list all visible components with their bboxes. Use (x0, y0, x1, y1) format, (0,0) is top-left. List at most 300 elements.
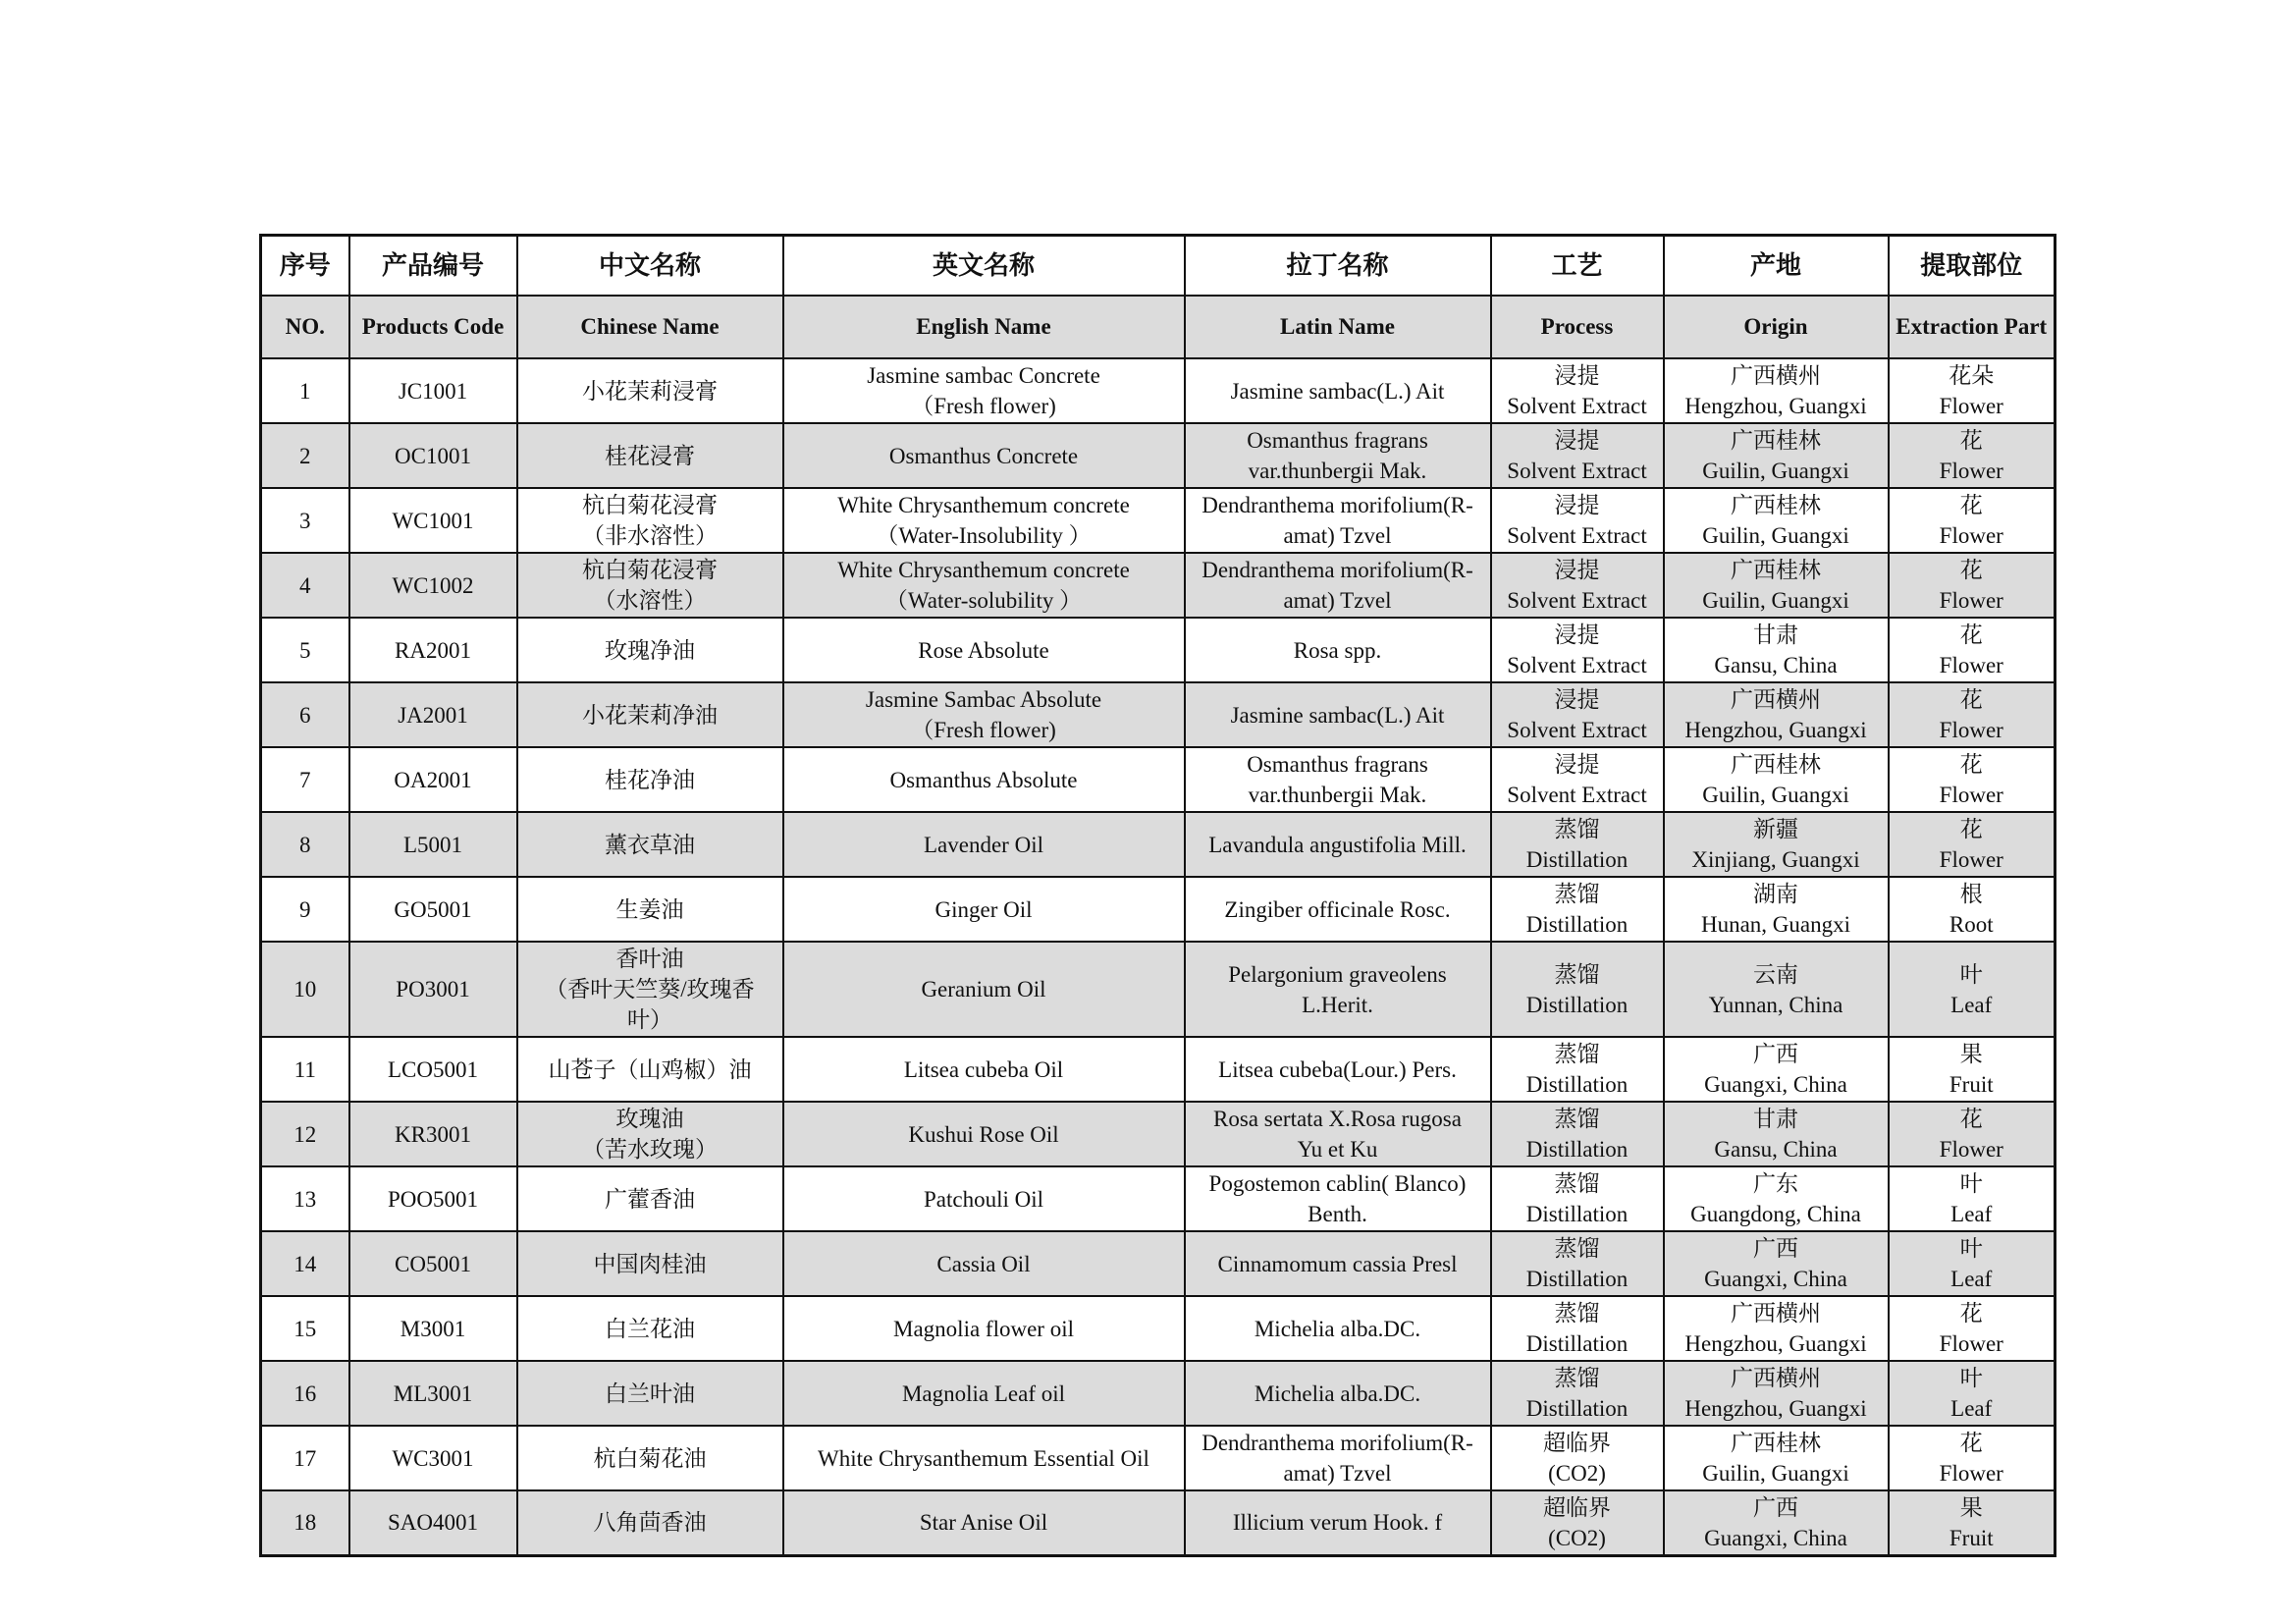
cell-products-code: RA2001 (349, 618, 517, 682)
cell-products-code: LCO5001 (349, 1037, 517, 1102)
cell-chinese-name (517, 488, 783, 553)
header-row-chinese (261, 236, 2056, 297)
cell-english-name-line: （Water-Insolubility ） (876, 523, 1092, 548)
table-row (261, 812, 2056, 877)
cell-english-name (783, 618, 1185, 682)
cell-english-name-line: （Fresh flower) (911, 394, 1056, 418)
cell-english-name (783, 877, 1185, 942)
cell-no: 5 (261, 618, 349, 682)
cell-english-name (783, 423, 1185, 488)
cell-origin-line: Guangxi, China (1704, 1267, 1847, 1291)
cell-chinese-name-line: 香叶油 (615, 947, 684, 971)
header-english-name-cn: 英文名称 (783, 236, 1185, 297)
cell-extraction-part-line: Flower (1939, 523, 2003, 548)
cell-extraction-part-line: 花 (1959, 428, 1983, 453)
cell-origin-line: Hengzhou, Guangxi (1684, 718, 1867, 742)
cell-chinese-name-line: （水溶性） (593, 588, 707, 613)
table-row (261, 1102, 2056, 1166)
cell-english-name (783, 1426, 1185, 1490)
cell-origin-line: Guangxi, China (1704, 1525, 1847, 1550)
cell-english-name-line: （Water-solubility ） (884, 588, 1083, 613)
cell-process-line: Distillation (1525, 1267, 1629, 1291)
table-body (261, 358, 2056, 1555)
cell-products-code: M3001 (349, 1296, 517, 1361)
cell-chinese-name (517, 682, 783, 747)
header-products-code: Products Code (349, 296, 517, 358)
cell-process (1491, 877, 1664, 942)
cell-english-name-line: Litsea cubeba Oil (903, 1056, 1064, 1082)
cell-process-line: 蒸馏 (1554, 1171, 1600, 1196)
cell-no: 13 (261, 1166, 349, 1231)
cell-process-line: 蒸馏 (1554, 817, 1600, 841)
cell-english-name-line: Star Anise Oil (919, 1510, 1048, 1536)
table-row (261, 877, 2056, 942)
cell-chinese-name-line: 玫瑰净油 (605, 637, 695, 663)
cell-process-line: 浸提 (1554, 428, 1600, 453)
cell-process-line: Distillation (1525, 1137, 1629, 1162)
header-no-cn: 序号 (261, 236, 349, 297)
cell-extraction-part-line: Flower (1939, 718, 2003, 742)
cell-extraction-part-line: 叶 (1959, 1171, 1983, 1196)
cell-process-line: 蒸馏 (1554, 1107, 1600, 1131)
cell-latin-name-line: var.thunbergii Mak. (1248, 783, 1427, 807)
cell-origin-line: 广西桂林 (1731, 1431, 1821, 1455)
cell-origin (1664, 1231, 1889, 1296)
cell-process-line: Distillation (1525, 912, 1629, 937)
cell-chinese-name-line: 桂花净油 (605, 767, 695, 792)
cell-chinese-name-line: （苦水玫瑰） (582, 1137, 718, 1162)
cell-chinese-name-line: 生姜油 (615, 896, 684, 922)
cell-latin-name-line: Dendranthema morifolium(R- (1201, 1431, 1473, 1455)
cell-extraction-part (1889, 1296, 2056, 1361)
cell-chinese-name (517, 812, 783, 877)
cell-process (1491, 812, 1664, 877)
cell-latin-name-line: amat) Tzvel (1283, 523, 1392, 548)
cell-chinese-name (517, 1361, 783, 1426)
cell-chinese-name-line: 广藿香油 (605, 1186, 695, 1212)
cell-chinese-name-line: 中国肉桂油 (593, 1251, 707, 1276)
cell-origin-line: 广西 (1753, 1494, 1798, 1520)
cell-english-name (783, 553, 1185, 618)
cell-products-code: OA2001 (349, 747, 517, 812)
cell-english-name-line: White Chrysanthemum concrete (837, 493, 1130, 517)
cell-extraction-part-line: Flower (1939, 394, 2003, 418)
cell-origin-line: 广西 (1753, 1236, 1798, 1261)
cell-origin (1664, 618, 1889, 682)
cell-extraction-part (1889, 747, 2056, 812)
cell-latin-name-line: amat) Tzvel (1283, 588, 1392, 613)
cell-extraction-part-line: 花 (1959, 1431, 1983, 1455)
cell-origin-line: Hengzhou, Guangxi (1684, 394, 1867, 418)
cell-products-code: GO5001 (349, 877, 517, 942)
cell-process-line: 浸提 (1554, 623, 1600, 647)
table-row (261, 553, 2056, 618)
cell-process (1491, 942, 1664, 1037)
cell-latin-name-line: Jasmine sambac(L.) Ait (1230, 378, 1445, 404)
cell-latin-name (1185, 1231, 1491, 1296)
cell-process-line: Solvent Extract (1507, 523, 1647, 548)
cell-english-name-line: Jasmine Sambac Absolute (865, 687, 1102, 712)
cell-process-line: 蒸馏 (1554, 1042, 1600, 1066)
cell-origin-line: 广西横州 (1731, 363, 1821, 388)
table-row (261, 358, 2056, 423)
cell-origin-line: Yunnan, China (1708, 992, 1843, 1017)
cell-process (1491, 1296, 1664, 1361)
cell-extraction-part-line: Leaf (1950, 1267, 1993, 1291)
cell-origin-line: Gansu, China (1714, 653, 1838, 677)
cell-latin-name-line: Osmanthus fragrans (1247, 428, 1428, 453)
cell-english-name-line: Kushui Rose Oil (908, 1121, 1059, 1147)
cell-english-name-line: Ginger Oil (934, 896, 1033, 922)
cell-process-line: 浸提 (1554, 687, 1600, 712)
cell-latin-name (1185, 877, 1491, 942)
cell-origin-line: 广西桂林 (1731, 428, 1821, 453)
cell-process-line: 蒸馏 (1554, 1236, 1600, 1261)
cell-latin-name-line: Yu et Ku (1297, 1137, 1378, 1162)
cell-latin-name-line: Litsea cubeba(Lour.) Pers. (1218, 1056, 1457, 1082)
cell-extraction-part (1889, 942, 2056, 1037)
cell-extraction-part-line: 花 (1959, 623, 1983, 647)
cell-extraction-part (1889, 1490, 2056, 1555)
cell-latin-name-line: Michelia alba.DC. (1254, 1380, 1421, 1406)
cell-products-code: SAO4001 (349, 1490, 517, 1555)
cell-english-name (783, 1102, 1185, 1166)
cell-english-name (783, 1037, 1185, 1102)
cell-process (1491, 618, 1664, 682)
header-part-cn: 提取部位 (1889, 236, 2056, 297)
cell-process-line: 超临界 (1543, 1494, 1611, 1520)
cell-no: 15 (261, 1296, 349, 1361)
cell-extraction-part-line: Flower (1939, 1461, 2003, 1486)
header-extraction-part: Extraction Part (1889, 296, 2056, 358)
cell-latin-name-line: Illicium verum Hook. f (1232, 1510, 1443, 1536)
cell-origin-line: Hengzhou, Guangxi (1684, 1331, 1867, 1356)
cell-latin-name-line: L.Herit. (1302, 992, 1373, 1017)
cell-chinese-name (517, 1426, 783, 1490)
cell-latin-name (1185, 358, 1491, 423)
cell-process-line: Solvent Extract (1507, 718, 1647, 742)
cell-origin-line: 广东 (1753, 1171, 1798, 1196)
cell-chinese-name (517, 553, 783, 618)
cell-origin-line: Guangxi, China (1704, 1072, 1847, 1097)
cell-extraction-part-line: Flower (1939, 1137, 2003, 1162)
cell-english-name-line: White Chrysanthemum concrete (837, 558, 1130, 582)
cell-origin (1664, 1426, 1889, 1490)
cell-english-name-line: Geranium Oil (921, 977, 1046, 1001)
cell-extraction-part-line: Leaf (1950, 1202, 1993, 1226)
cell-latin-name-line: Benth. (1308, 1202, 1367, 1226)
cell-products-code: OC1001 (349, 423, 517, 488)
table-row (261, 1361, 2056, 1426)
cell-process-line: Distillation (1525, 1202, 1629, 1226)
cell-extraction-part (1889, 1231, 2056, 1296)
cell-latin-name (1185, 1102, 1491, 1166)
table-row (261, 1231, 2056, 1296)
cell-english-name-line: Osmanthus Concrete (888, 443, 1079, 468)
cell-products-code: L5001 (349, 812, 517, 877)
cell-latin-name-line: amat) Tzvel (1283, 1461, 1392, 1486)
cell-products-code: KR3001 (349, 1102, 517, 1166)
cell-process (1491, 1166, 1664, 1231)
cell-origin-line: 广西 (1753, 1042, 1798, 1066)
cell-process-line: Solvent Extract (1507, 588, 1647, 613)
table-row (261, 423, 2056, 488)
cell-origin-line: Xinjiang, Guangxi (1691, 847, 1860, 872)
cell-english-name (783, 358, 1185, 423)
cell-chinese-name-line: 杭白菊花浸膏 (582, 493, 718, 517)
cell-latin-name (1185, 1361, 1491, 1426)
cell-products-code: WC1001 (349, 488, 517, 553)
cell-process-line: Distillation (1525, 1072, 1629, 1097)
cell-extraction-part (1889, 1166, 2056, 1231)
header-chinese-name-cn: 中文名称 (517, 236, 783, 297)
cell-chinese-name-line: 薰衣草油 (605, 832, 695, 857)
cell-latin-name-line: Rosa spp. (1293, 637, 1382, 663)
cell-english-name-line: Osmanthus Absolute (889, 767, 1078, 792)
cell-extraction-part (1889, 1102, 2056, 1166)
cell-chinese-name-line: 白兰叶油 (605, 1380, 695, 1406)
cell-process-line: 蒸馏 (1554, 961, 1600, 987)
cell-english-name-line: Jasmine sambac Concrete (867, 363, 1100, 388)
cell-process (1491, 1037, 1664, 1102)
cell-extraction-part-line: Flower (1939, 847, 2003, 872)
cell-origin-line: 云南 (1753, 961, 1798, 987)
cell-latin-name-line: Lavandula angustifolia Mill. (1208, 832, 1467, 857)
cell-origin-line: 湖南 (1753, 882, 1798, 906)
cell-extraction-part-line: 花 (1959, 558, 1983, 582)
cell-origin (1664, 877, 1889, 942)
cell-chinese-name (517, 1490, 783, 1555)
cell-latin-name-line: Jasmine sambac(L.) Ait (1230, 702, 1445, 728)
cell-process (1491, 1231, 1664, 1296)
cell-english-name (783, 1361, 1185, 1426)
cell-origin (1664, 682, 1889, 747)
cell-origin (1664, 812, 1889, 877)
cell-products-code: JC1001 (349, 358, 517, 423)
cell-no: 14 (261, 1231, 349, 1296)
cell-process (1491, 423, 1664, 488)
cell-latin-name (1185, 488, 1491, 553)
cell-english-name (783, 1296, 1185, 1361)
cell-chinese-name (517, 358, 783, 423)
product-table (259, 234, 2056, 1557)
cell-extraction-part-line: Fruit (1949, 1072, 1994, 1097)
cell-no: 16 (261, 1361, 349, 1426)
cell-chinese-name (517, 1231, 783, 1296)
cell-extraction-part (1889, 358, 2056, 423)
cell-no: 4 (261, 553, 349, 618)
cell-origin (1664, 358, 1889, 423)
cell-process-line: (CO2) (1548, 1525, 1606, 1550)
cell-process-line: Distillation (1525, 992, 1629, 1017)
cell-process (1491, 1102, 1664, 1166)
cell-latin-name-line: Pogostemon cablin( Blanco) (1208, 1171, 1467, 1196)
cell-process-line: 浸提 (1554, 752, 1600, 777)
cell-process-line: Solvent Extract (1507, 459, 1647, 483)
cell-origin-line: Guangdong, China (1690, 1202, 1861, 1226)
cell-extraction-part-line: Leaf (1950, 992, 1993, 1017)
cell-latin-name-line: Dendranthema morifolium(R- (1201, 558, 1473, 582)
cell-english-name (783, 1166, 1185, 1231)
cell-chinese-name-line: 八角茴香油 (593, 1510, 707, 1536)
cell-english-name-line: Cassia Oil (936, 1251, 1031, 1276)
cell-origin-line: Guilin, Guangxi (1702, 1461, 1849, 1486)
cell-products-code: PO3001 (349, 942, 517, 1037)
cell-extraction-part-line: Flower (1939, 783, 2003, 807)
table-row (261, 1166, 2056, 1231)
table-row (261, 618, 2056, 682)
cell-process (1491, 1426, 1664, 1490)
cell-extraction-part-line: 根 (1959, 882, 1983, 906)
cell-no: 11 (261, 1037, 349, 1102)
cell-latin-name (1185, 682, 1491, 747)
cell-process-line: 浸提 (1554, 558, 1600, 582)
cell-origin-line: 广西横州 (1731, 1301, 1821, 1326)
cell-english-name (783, 942, 1185, 1037)
cell-latin-name (1185, 942, 1491, 1037)
cell-extraction-part-line: 花朵 (1949, 363, 1995, 388)
cell-latin-name (1185, 747, 1491, 812)
cell-origin-line: Guilin, Guangxi (1702, 588, 1849, 613)
cell-process (1491, 682, 1664, 747)
table-row (261, 1426, 2056, 1490)
cell-extraction-part-line: Flower (1939, 588, 2003, 613)
cell-no: 2 (261, 423, 349, 488)
cell-process (1491, 747, 1664, 812)
cell-chinese-name-line: 桂花浸膏 (605, 443, 695, 468)
cell-latin-name (1185, 618, 1491, 682)
cell-latin-name (1185, 553, 1491, 618)
cell-latin-name (1185, 423, 1491, 488)
cell-latin-name-line: Osmanthus fragrans (1247, 752, 1428, 777)
cell-process-line: 浸提 (1554, 493, 1600, 517)
cell-process-line: (CO2) (1548, 1461, 1606, 1486)
cell-products-code: WC3001 (349, 1426, 517, 1490)
cell-origin-line: 广西桂林 (1731, 558, 1821, 582)
cell-latin-name-line: Dendranthema morifolium(R- (1201, 493, 1473, 517)
header-row-english (261, 296, 2056, 358)
cell-english-name-line: White Chrysanthemum Essential Oil (818, 1445, 1149, 1471)
cell-latin-name-line: Rosa sertata X.Rosa rugosa (1213, 1107, 1462, 1131)
cell-origin-line: 广西横州 (1731, 1366, 1821, 1390)
cell-latin-name (1185, 1490, 1491, 1555)
header-english-name: English Name (783, 296, 1185, 358)
table-row (261, 1490, 2056, 1555)
cell-latin-name-line: Cinnamomum cassia Presl (1217, 1251, 1458, 1276)
cell-latin-name-line: Pelargonium graveolens (1228, 961, 1447, 987)
cell-origin-line: Guilin, Guangxi (1702, 523, 1849, 548)
cell-extraction-part (1889, 488, 2056, 553)
cell-origin-line: 甘肃 (1753, 1107, 1798, 1131)
cell-chinese-name-line: 杭白菊花浸膏 (582, 558, 718, 582)
cell-origin (1664, 488, 1889, 553)
cell-no: 7 (261, 747, 349, 812)
cell-extraction-part-line: Root (1949, 912, 1994, 937)
cell-origin-line: 广西桂林 (1731, 493, 1821, 517)
cell-extraction-part (1889, 423, 2056, 488)
cell-latin-name (1185, 812, 1491, 877)
cell-english-name (783, 488, 1185, 553)
cell-english-name-line: Rose Absolute (918, 637, 1049, 663)
cell-process-line: Distillation (1525, 1396, 1629, 1421)
cell-process (1491, 1490, 1664, 1555)
cell-extraction-part (1889, 1361, 2056, 1426)
cell-no: 12 (261, 1102, 349, 1166)
cell-no: 10 (261, 942, 349, 1037)
cell-no: 3 (261, 488, 349, 553)
cell-extraction-part-line: 花 (1959, 493, 1983, 517)
cell-origin-line: 广西桂林 (1731, 752, 1821, 777)
cell-extraction-part-line: 花 (1959, 687, 1983, 712)
cell-latin-name (1185, 1037, 1491, 1102)
cell-origin (1664, 1037, 1889, 1102)
table-row (261, 942, 2056, 1037)
cell-english-name-line: Magnolia flower oil (893, 1316, 1074, 1341)
cell-extraction-part (1889, 682, 2056, 747)
cell-latin-name-line: Zingiber officinale Rosc. (1224, 896, 1451, 922)
cell-extraction-part-line: Fruit (1949, 1525, 1994, 1550)
header-no: NO. (261, 296, 349, 358)
cell-process-line: Solvent Extract (1507, 394, 1647, 418)
cell-no: 1 (261, 358, 349, 423)
cell-chinese-name (517, 423, 783, 488)
cell-no: 8 (261, 812, 349, 877)
cell-origin (1664, 553, 1889, 618)
header-latin-name-cn: 拉丁名称 (1185, 236, 1491, 297)
cell-chinese-name-line: 叶） (627, 1007, 672, 1032)
cell-process (1491, 488, 1664, 553)
cell-extraction-part (1889, 877, 2056, 942)
cell-products-code: POO5001 (349, 1166, 517, 1231)
cell-english-name (783, 812, 1185, 877)
cell-english-name-line: （Fresh flower) (911, 718, 1056, 742)
cell-extraction-part-line: 花 (1959, 1107, 1983, 1131)
cell-chinese-name (517, 1296, 783, 1361)
table-row (261, 682, 2056, 747)
cell-origin-line: Guilin, Guangxi (1702, 459, 1849, 483)
cell-process (1491, 553, 1664, 618)
cell-origin (1664, 1490, 1889, 1555)
cell-products-code: WC1002 (349, 553, 517, 618)
cell-origin-line: 新疆 (1753, 817, 1798, 841)
cell-extraction-part-line: 花 (1959, 752, 1983, 777)
cell-chinese-name (517, 747, 783, 812)
cell-origin (1664, 423, 1889, 488)
cell-products-code: ML3001 (349, 1361, 517, 1426)
cell-process-line: Distillation (1525, 847, 1629, 872)
cell-no: 6 (261, 682, 349, 747)
cell-chinese-name-line: （香叶天竺葵/玫瑰香 (545, 977, 755, 1001)
header-code-cn: 产品编号 (349, 236, 517, 297)
cell-latin-name-line: Michelia alba.DC. (1254, 1316, 1421, 1341)
cell-process-line: 蒸馏 (1554, 1301, 1600, 1326)
cell-english-name (783, 682, 1185, 747)
cell-english-name-line: Lavender Oil (924, 832, 1043, 857)
cell-origin (1664, 942, 1889, 1037)
cell-origin-line: Hunan, Guangxi (1700, 912, 1851, 937)
header-latin-name: Latin Name (1185, 296, 1491, 358)
cell-chinese-name (517, 618, 783, 682)
cell-extraction-part-line: 叶 (1959, 961, 1983, 987)
cell-origin (1664, 1296, 1889, 1361)
cell-chinese-name-line: 白兰花油 (605, 1316, 695, 1341)
cell-origin-line: 广西横州 (1731, 687, 1821, 712)
cell-chinese-name (517, 942, 783, 1037)
cell-origin (1664, 1166, 1889, 1231)
cell-origin-line: Gansu, China (1714, 1137, 1838, 1162)
cell-chinese-name-line: 玫瑰油 (615, 1107, 684, 1131)
cell-english-name-line: Patchouli Oil (923, 1186, 1044, 1212)
